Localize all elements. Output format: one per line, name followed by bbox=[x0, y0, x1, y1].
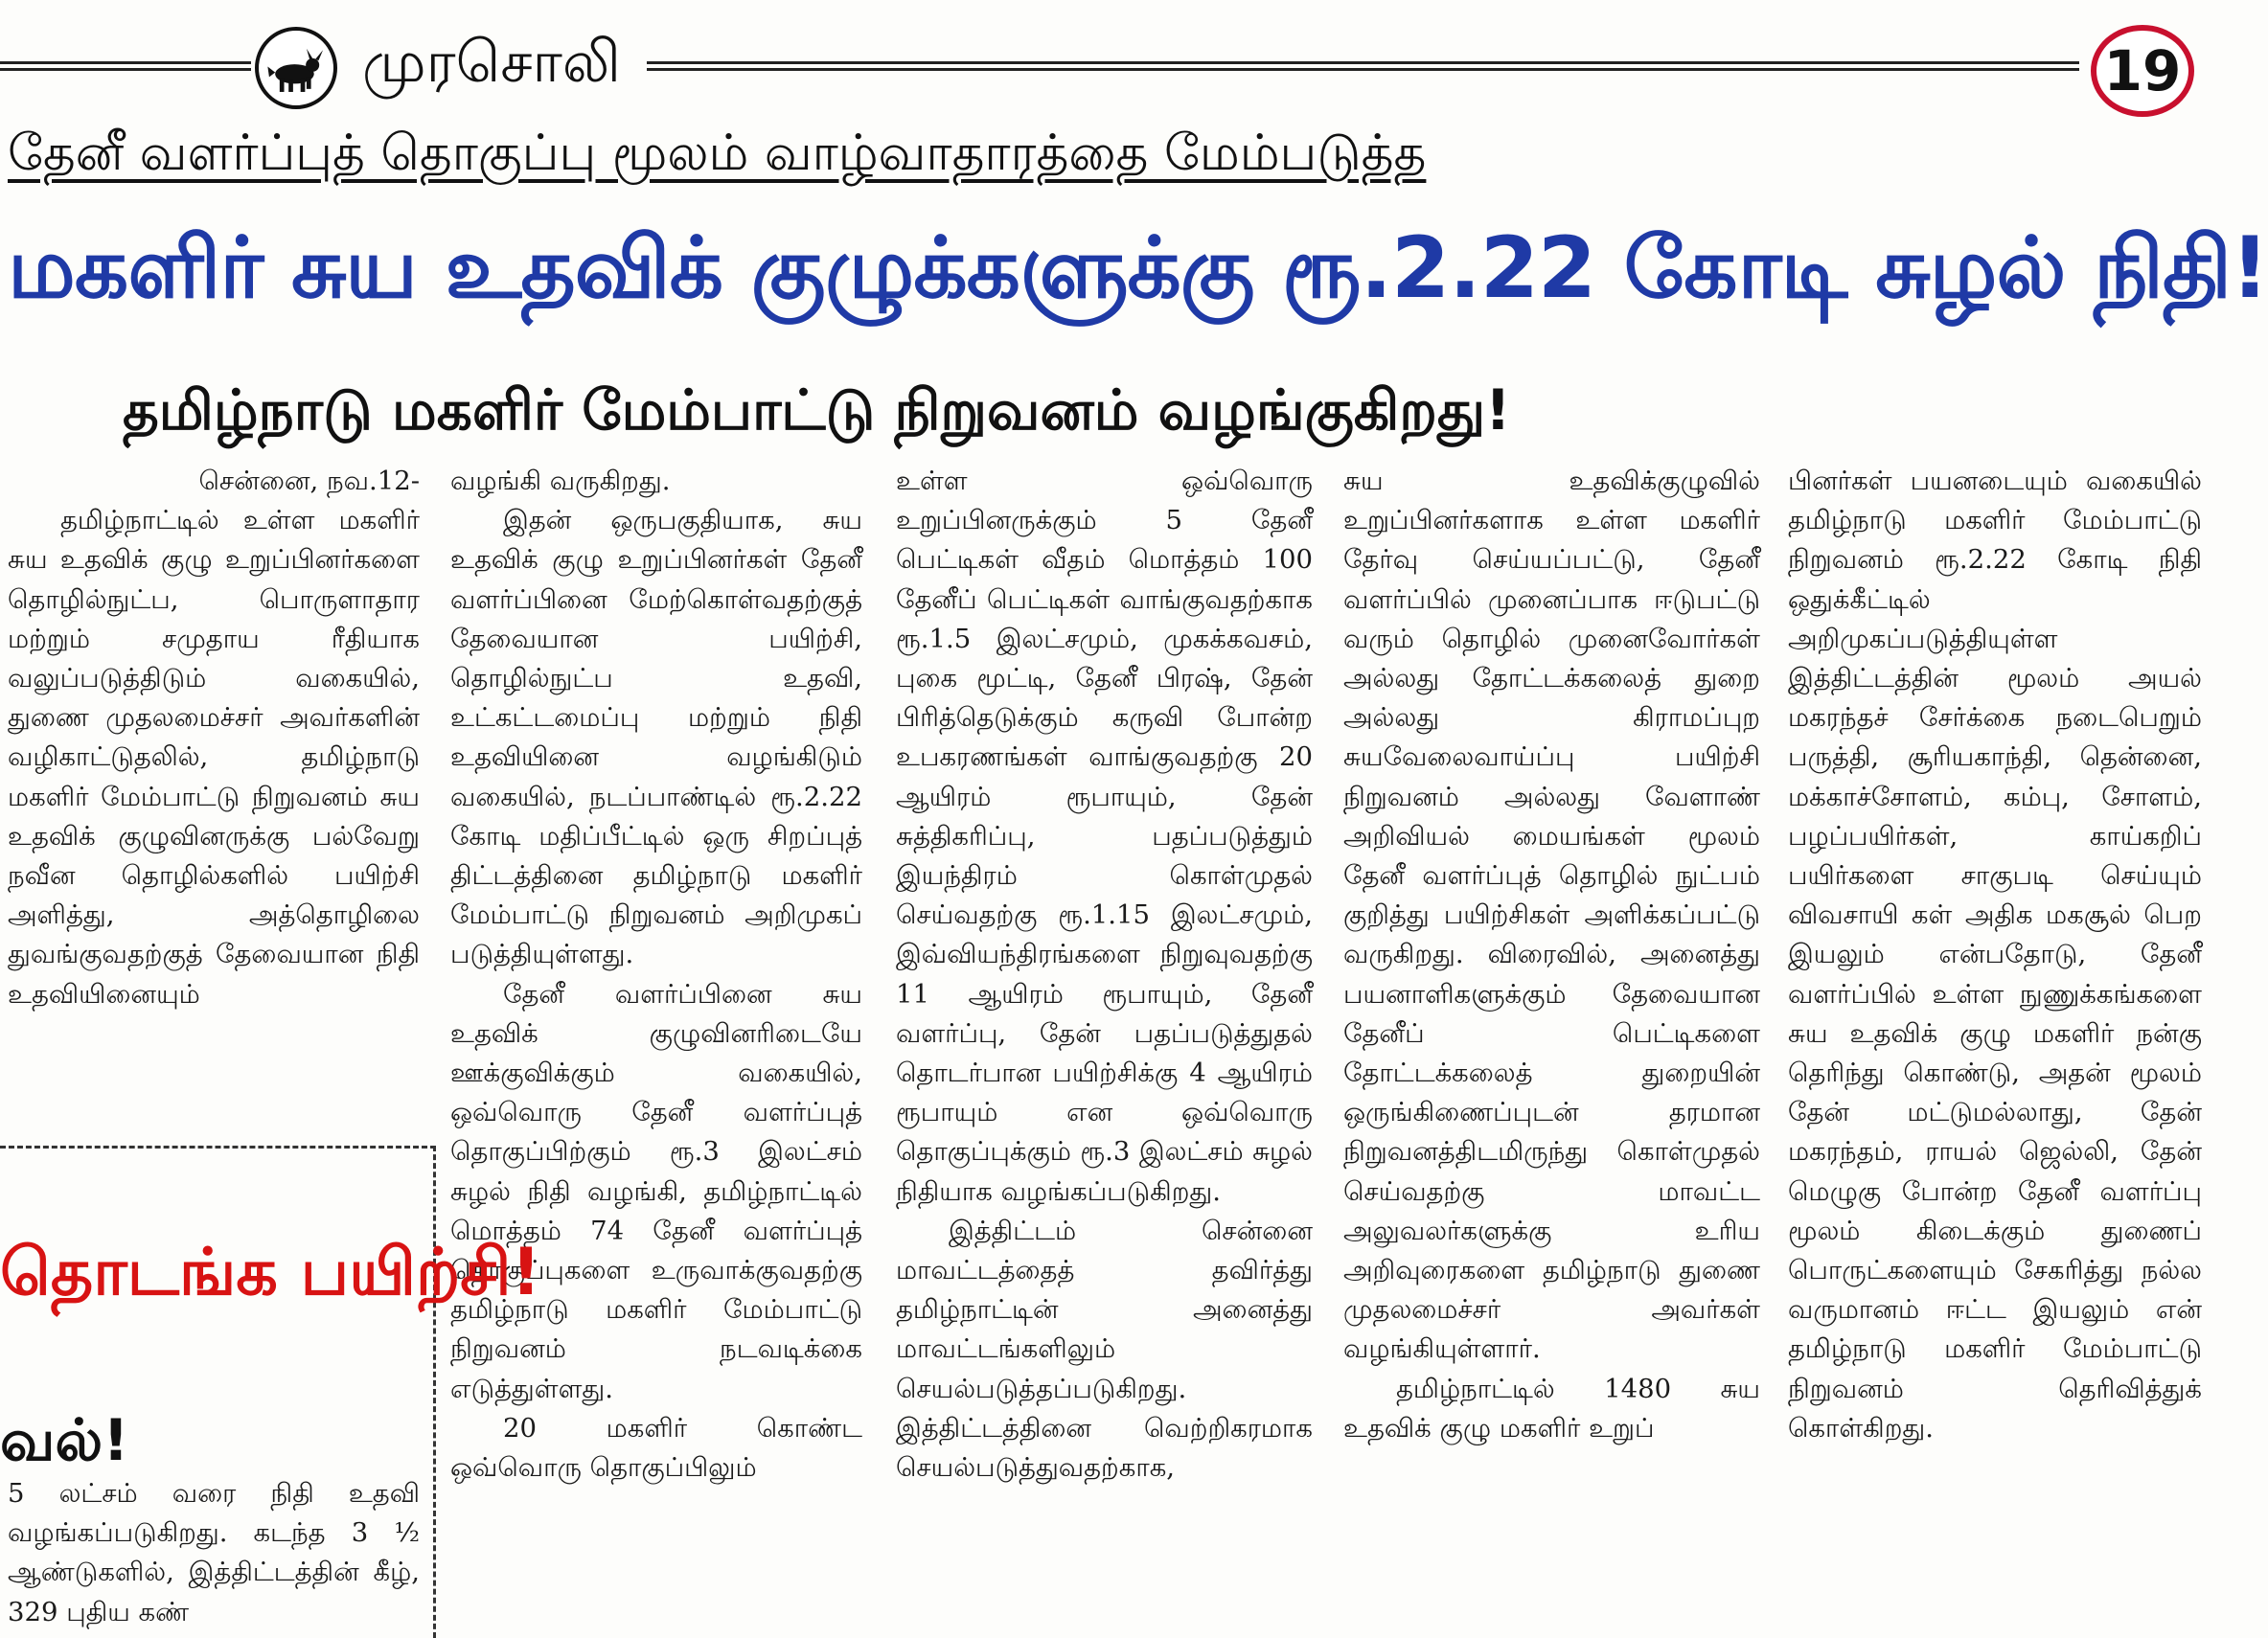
dateline: சென்னை, நவ.12- bbox=[198, 466, 420, 496]
bull-logo-icon bbox=[255, 27, 337, 109]
adjacent-article-box bbox=[0, 1146, 541, 1638]
paragraph: 5 லட்சம் வரை நிதி உதவி வழங்கப்படுகிறது. கடந்த 3 ½ ஆண்டுகளில், இத்திட்டத்தின் கீழ், 329 புதிய கண் bbox=[8, 1478, 420, 1627]
adjacent-article-body bbox=[8, 1474, 420, 1632]
article-column-4 bbox=[1343, 462, 1760, 1638]
paper-name: முரசொலி bbox=[362, 29, 621, 96]
article-kicker: தேனீ வளர்ப்புத் தொகுப்பு மூலம் வாழ்வாதாரத்தை மேம்படுத்த bbox=[8, 125, 1427, 182]
paragraph: வழங்கி வருகிறது. bbox=[450, 466, 671, 496]
paragraph: 20 மகளிர் கொண்ட ஒவ்வொரு தொகுப்பிலும் bbox=[450, 1412, 862, 1484]
article-column-5 bbox=[1788, 462, 2202, 1638]
paragraph: பினர்கள் பயனடையும் வகையில் தமிழ்நாடு மகளிர் மேம்பாட்டு நிறுவனம் ரூ.2.22 கோடி நிதி ஒதுக்கீட்டில் அறிமுகப்படுத்தியுள்ள இத்திட்டத்தின் மூலம் அயல் மகரந்தச் சேர்க்கை நடைபெறும் பருத்தி, சூரியகாந்தி, தென்னை, மக்காச்சோளம், கம்பு, சோளம், பழப்பயிர்கள், காய்கறிப் பயிர்களை சாகுபடி செய்யும் விவசாயி கள் அதிக மகசூல் பெற இயலும் என்பதோடு, தேனீ வளர்ப்பில் உள்ள நுணுக்கங்களை சுய உதவிக் குழு மகளிர் நன்கு தெரிந்து கொண்டு, அதன் மூலம் தேன் மட்டுமல்லாது, தேன் மகரந்தம், ராயல் ஜெல்லி, தேன் மெழுகு போன்ற தேனீ வளர்ப்பு மூலம் கிடைக்கும் துணைப் பொருட்களையும் சேகரித்து நல்ல வருமானம் ஈட்ட இயலும் என் தமிழ்நாடு மகளிர் மேம்பாட்டு நிறுவனம் தெரிவித்துக் கொள்கிறது. bbox=[1788, 466, 2202, 1444]
paragraph: இதன் ஒருபகுதியாக, சுய உதவிக் குழு உறுப்பினர்கள் தேனீ வளர்ப்பினை மேற்கொள்வதற்குத் தேவையான பயிற்சி, தொழில்நுட்ப உதவி, உட்கட்டமைப்பு மற்றும் நிதி உதவியினை வழங்கிடும் வகையில், நடப்பாண்டில் ரூ.2.22 கோடி மதிப்பீட்டில் ஒரு சிறப்புத் திட்டத்தினை தமிழ்நாடு மகளிர் மேம்பாட்டு நிறுவனம் அறிமுகப் படுத்தியுள்ளது. bbox=[450, 505, 862, 970]
paragraph: சுய உதவிக்குழுவில் உறுப்பினர்களாக உள்ள மகளிர் தேர்வு செய்யப்பட்டு, தேனீ வளர்ப்பில் முனைப்பாக ஈடுபட்டு வரும் தொழில் முனைவோர்கள் அல்லது தோட்டக்கலைத் துறை அல்லது கிராமப்புற சுயவேலைவாய்ப்பு பயிற்சி நிறுவனம் அல்லது வேளாண் அறிவியல் மையங்கள் மூலம் தேனீ வளர்ப்புத் தொழில் நுட்பம் குறித்து பயிற்சிகள் அளிக்கப்பட்டு வருகிறது. விரைவில், அனைத்து பயனாளிகளுக்கும் தேவையான தேனீப் பெட்டிகளை தோட்டக்கலைத் துறையின் ஒருங்கிணைப்புடன் தரமான நிறுவனத்திடமிருந்து கொள்முதல் செய்வதற்கு மாவட்ட அலுவலர்களுக்கு உரிய அறிவுரைகளை தமிழ்நாடு துணை முதலமைச்சர் அவர்கள் வழங்கியுள்ளார். bbox=[1343, 466, 1760, 1365]
article-column-1 bbox=[8, 462, 420, 1132]
article-column-3 bbox=[896, 462, 1313, 1638]
article-subheadline: தமிழ்நாடு மகளிர் மேம்பாட்டு நிறுவனம் வழங்குகிறது! bbox=[123, 377, 1511, 443]
masthead-rule-left bbox=[0, 61, 251, 71]
masthead-rule-right bbox=[647, 61, 2079, 71]
adjacent-article-subtitle: வல்! bbox=[0, 1407, 129, 1474]
page-number: 19 bbox=[2091, 25, 2194, 117]
paragraph: தமிழ்நாட்டில் உள்ள மகளிர் சுய உதவிக் குழு உறுப்பினர்களை தொழில்நுட்ப, பொருளாதார மற்றும் சமுதாய ரீதியாக வலுப்படுத்திடும் வகையில், துணை முதலமைச்சர் அவர்களின் வழிகாட்டுதலில், தமிழ்நாடு மகளிர் மேம்பாட்டு நிறுவனம் சுய உதவிக் குழுவினருக்கு பல்வேறு நவீன தொழில்களில் பயிற்சி அளித்து, அத்தொழிலை துவங்குவதற்குத் தேவையான நிதி உதவியினையும் bbox=[8, 505, 420, 1010]
article-headline: மகளிர் சுய உதவிக் குழுக்களுக்கு ரூ.2.22 கோடி சுழல் நிதி! bbox=[8, 218, 2268, 317]
adjacent-article-title: தொடங்க பயிற்சி! bbox=[0, 1235, 541, 1310]
paragraph: உள்ள ஒவ்வொரு உறுப்பினருக்கும் 5 தேனீ பெட்டிகள் வீதம் மொத்தம் 100 தேனீப் பெட்டிகள் வாங்குவதற்காக ரூ.1.5 இலட்சமும், முகக்கவசம், புகை மூட்டி, தேனீ பிரஷ், தேன் பிரித்தெடுக்கும் கருவி போன்ற உபகரணங்கள் வாங்குவதற்கு 20 ஆயிரம் ரூபாயும், தேன் சுத்திகரிப்பு, பதப்படுத்தும் இயந்திரம் கொள்முதல் செய்வதற்கு ரூ.1.15 இலட்சமும், இவ்வியந்திரங்களை நிறுவுவதற்கு 11 ஆயிரம் ரூபாயும், தேனீ வளர்ப்பு, தேன் பதப்படுத்துதல் தொடர்பான பயிற்சிக்கு 4 ஆயிரம் ரூபாயும் என ஒவ்வொரு தொகுப்புக்கும் ரூ.3 இலட்சம் சுழல் நிதியாக வழங்கப்படுகிறது. bbox=[896, 466, 1313, 1207]
paragraph: தமிழ்நாட்டில் 1480 சுய உதவிக் குழு மகளிர் உறுப் bbox=[1343, 1373, 1760, 1444]
article-column-2 bbox=[450, 462, 862, 1638]
paragraph: தேனீ வளர்ப்பினை சுய உதவிக் குழுவினரிடையே ஊக்குவிக்கும் வகையில், ஒவ்வொரு தேனீ வளர்ப்புத் தொகுப்பிற்கும் ரூ.3 இலட்சம் சுழல் நிதி வழங்கி, தமிழ்நாட்டில் மொத்தம் 74 தேனீ வளர்ப்புத் தொகுப்புகளை உருவாக்குவதற்கு தமிழ்நாடு மகளிர் மேம்பாட்டு நிறுவனம் நடவடிக்கை எடுத்துள்ளது. bbox=[450, 978, 862, 1404]
paragraph: இத்திட்டம் சென்னை மாவட்டத்தைத் தவிர்த்து தமிழ்நாட்டின் அனைத்து மாவட்டங்களிலும் செயல்படுத்தப்படுகிறது. இத்திட்டத்தினை வெற்றிகரமாக செயல்படுத்துவதற்காக, bbox=[896, 1215, 1313, 1484]
masthead bbox=[0, 17, 2206, 123]
